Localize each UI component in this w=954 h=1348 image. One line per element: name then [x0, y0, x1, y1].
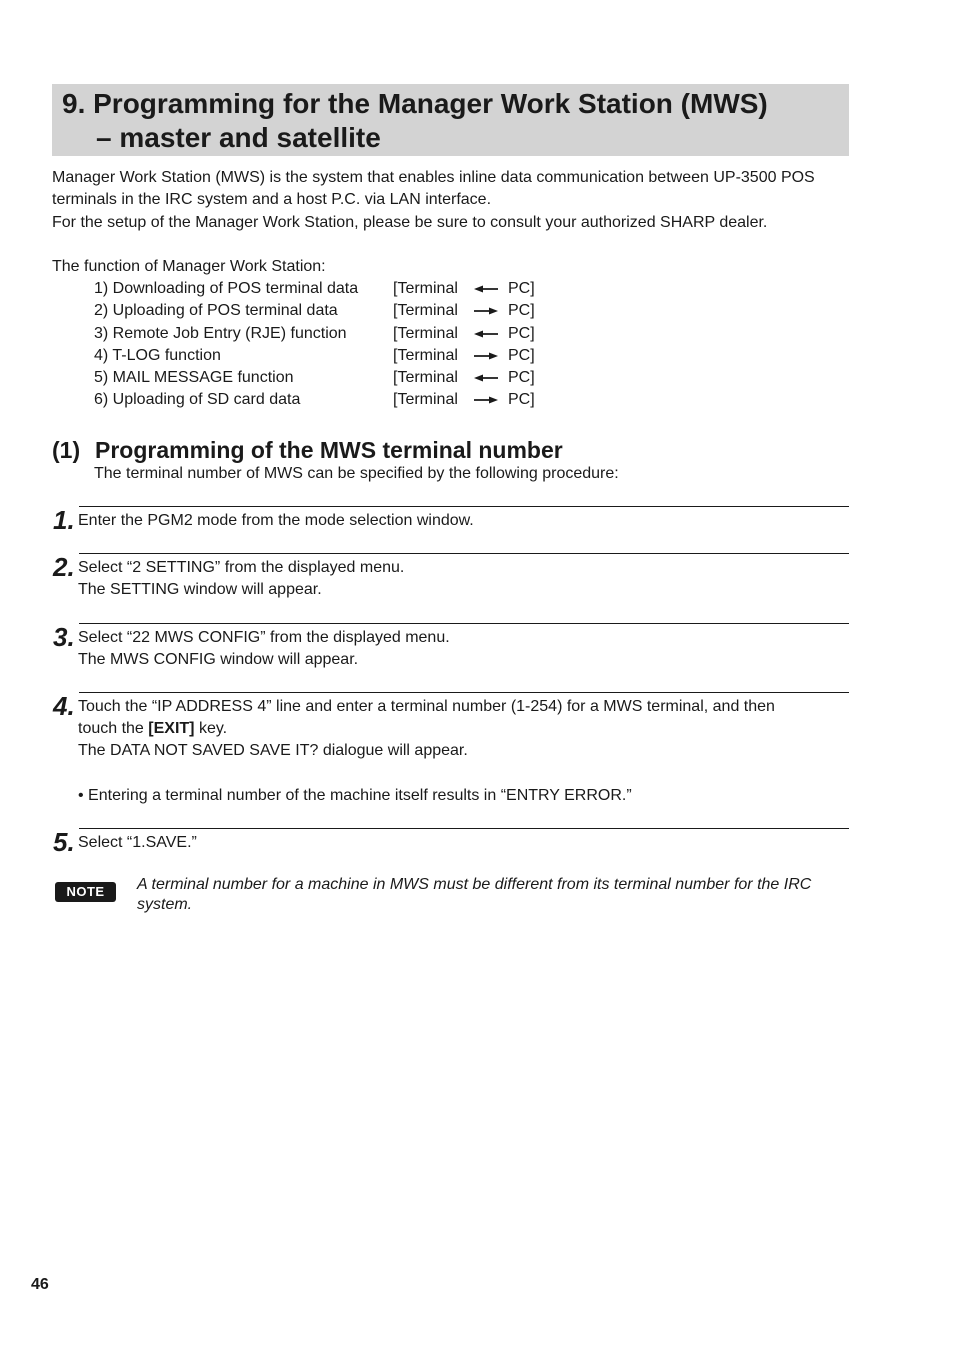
terminal-label: [Terminal [393, 347, 458, 364]
pc-label: PC] [508, 325, 535, 342]
function-label: 6) Uploading of SD card data [94, 391, 301, 408]
intro-line-3: For the setup of the Manager Work Station, please be sure to consult your authorized SHARP dealer. [52, 214, 768, 231]
section-number: (1) [52, 437, 81, 463]
pc-label: PC] [508, 369, 535, 386]
arrow-left-icon [474, 283, 498, 295]
terminal-label: [Terminal [393, 302, 458, 319]
section-subtitle: The terminal number of MWS can be specified by the following procedure: [94, 465, 619, 482]
exit-key-label: [EXIT] [148, 720, 195, 737]
function-label: 4) T-LOG function [94, 347, 221, 364]
step-text-part: touch the [78, 720, 149, 737]
step-number: 4. [53, 691, 75, 721]
step-number: 2. [53, 552, 75, 582]
pc-label: PC] [508, 280, 535, 297]
pc-label: PC] [508, 302, 535, 319]
step-divider [79, 623, 849, 624]
function-label: 5) MAIL MESSAGE function [94, 369, 294, 386]
terminal-label: [Terminal [393, 391, 458, 408]
terminal-label: [Terminal [393, 280, 458, 297]
pc-label: PC] [508, 391, 535, 408]
step-text: Select “2 SETTING” from the displayed menu. [78, 559, 405, 576]
arrow-left-icon [474, 328, 498, 340]
step-divider [79, 506, 849, 507]
step-number: 1. [53, 505, 75, 535]
arrow-right-icon [474, 305, 498, 317]
chapter-title-line-2: – master and satellite [96, 122, 381, 153]
step-divider [79, 553, 849, 554]
function-label: 3) Remote Job Entry (RJE) function [94, 325, 347, 342]
step-number: 3. [53, 622, 75, 652]
step-bullet: • Entering a terminal number of the machine itself results in “ENTRY ERROR.” [78, 787, 632, 804]
note-badge: NOTE [55, 882, 116, 902]
function-label: 2) Uploading of POS terminal data [94, 302, 338, 319]
arrow-right-icon [474, 350, 498, 362]
step-text: Select “22 MWS CONFIG” from the displayed menu. [78, 629, 450, 646]
step-divider [79, 692, 849, 693]
section-title: Programming of the MWS terminal number [95, 437, 563, 463]
step-text: The SETTING window will appear. [78, 581, 322, 598]
step-text: Select “1.SAVE.” [78, 834, 197, 851]
step-text: Enter the PGM2 mode from the mode selection window. [78, 512, 474, 529]
terminal-label: [Terminal [393, 369, 458, 386]
step-number: 5. [53, 827, 75, 857]
arrow-left-icon [474, 372, 498, 384]
section-heading [52, 436, 563, 464]
pc-label: PC] [508, 347, 535, 364]
chapter-title-line-1: 9. Programming for the Manager Work Station (MWS) [62, 88, 768, 119]
note-text: A terminal number for a machine in MWS must be different from its terminal number for the IRC system. [137, 876, 812, 913]
intro-line-2: terminals in the IRC system and a host P.C. via LAN interface. [52, 191, 492, 208]
chapter-heading [52, 84, 849, 156]
step-text: The DATA NOT SAVED SAVE IT? dialogue will appear. [78, 742, 468, 759]
step-text [78, 718, 227, 740]
step-text: Touch the “IP ADDRESS 4” line and enter a terminal number (1-254) for a MWS terminal, and then [78, 698, 775, 715]
function-label: 1) Downloading of POS terminal data [94, 280, 359, 297]
terminal-label: [Terminal [393, 325, 458, 342]
intro-line-1: Manager Work Station (MWS) is the system that enables inline data communication between UP-3500 POS [52, 169, 815, 186]
page-number: 46 [31, 1276, 49, 1293]
step-text: The MWS CONFIG window will appear. [78, 651, 359, 668]
step-text-part: key. [194, 720, 228, 737]
step-divider [79, 828, 849, 829]
arrow-right-icon [474, 394, 498, 406]
functions-label: The function of Manager Work Station: [52, 258, 326, 275]
